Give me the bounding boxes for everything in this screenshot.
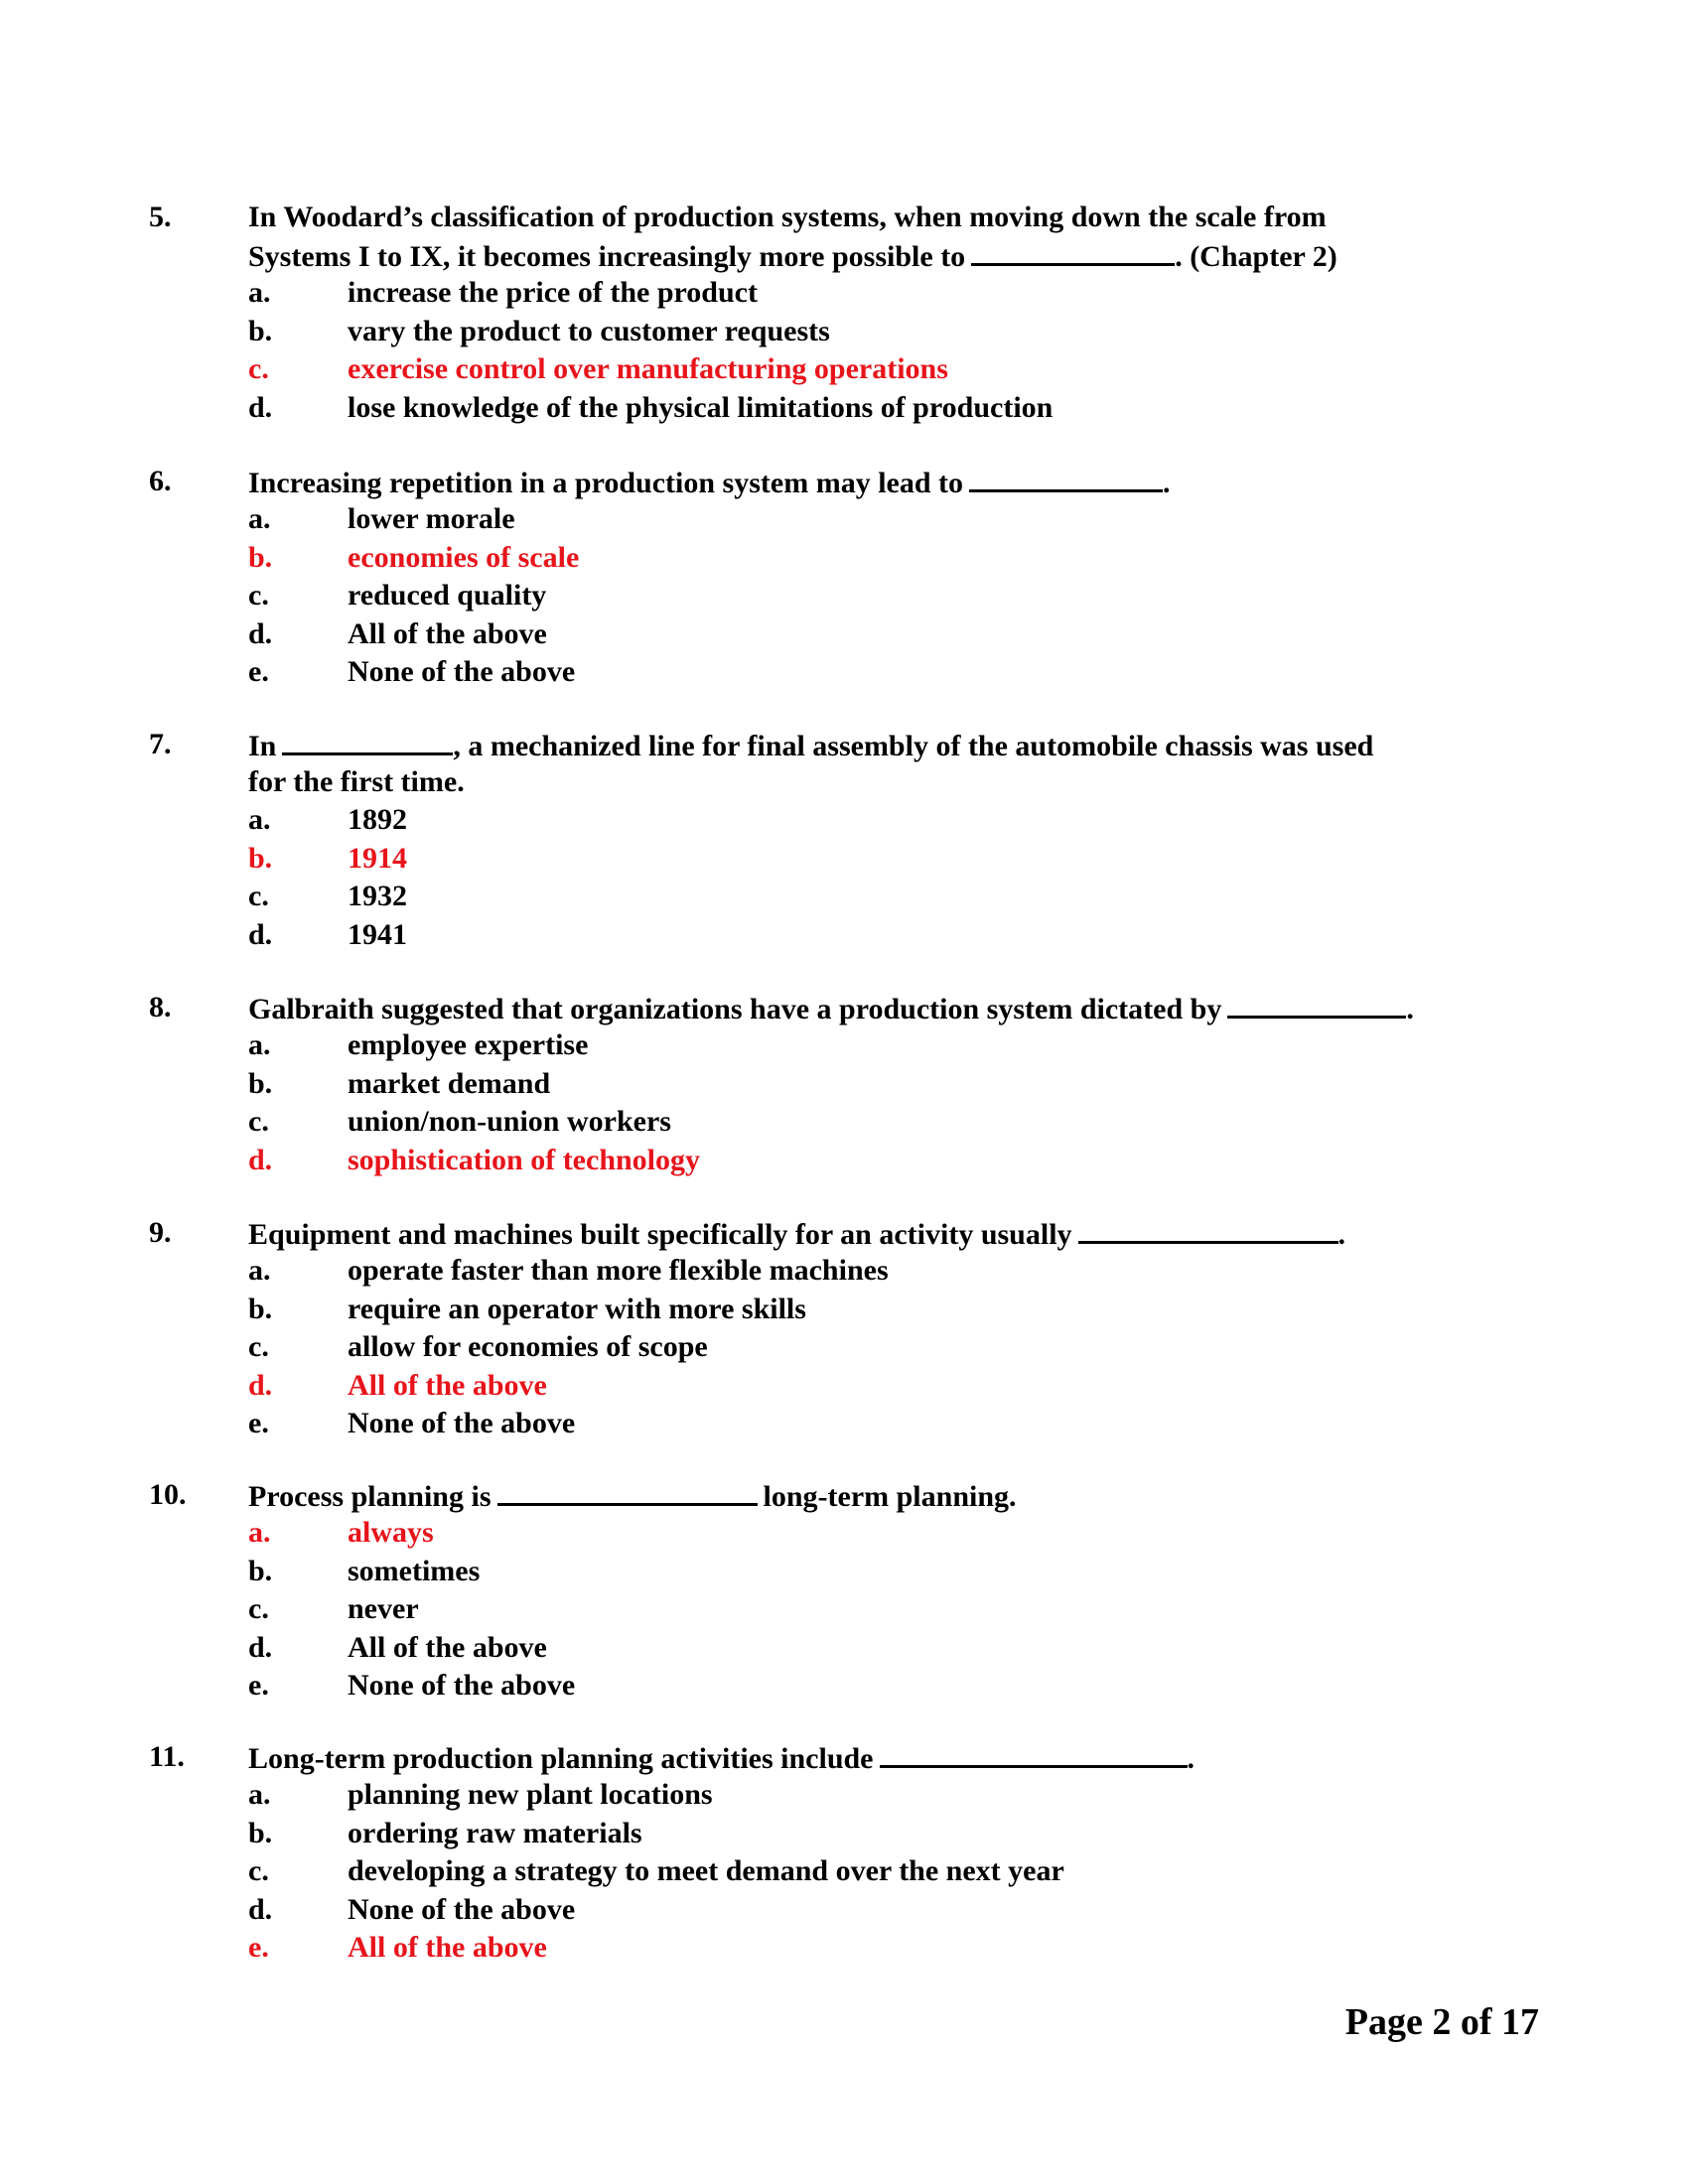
option-b: b. ordering raw materials <box>248 1816 642 1849</box>
option-b-correct-answer: b. 1914 <box>248 841 407 875</box>
option-c: c. never <box>248 1592 419 1625</box>
question-number: 7. <box>149 728 172 760</box>
option-d-correct-answer: d. sophistication of technology <box>248 1143 701 1176</box>
question-number: 11. <box>149 1740 185 1773</box>
option-a: a. 1892 <box>248 803 407 836</box>
option-a: a. increase the price of the product <box>248 276 758 309</box>
option-b: b. market demand <box>248 1066 551 1100</box>
option-b-correct-answer: b. economies of scale <box>248 540 580 574</box>
option-b: b. sometimes <box>248 1554 481 1587</box>
question-text: Long-term production planning activities include . <box>248 1738 1195 1778</box>
option-c: c. allow for economies of scope <box>248 1330 708 1363</box>
answer-blank <box>971 236 1175 266</box>
question-text: Equipment and machines built specifically for an activity usually . <box>248 1214 1345 1254</box>
question-text: In Woodard’s classification of production systems, when moving down the scale from <box>248 201 1327 233</box>
question-stem-line <box>149 1738 1539 1776</box>
page-number: Page 2 of 17 <box>1344 2001 1539 2043</box>
option-e: e. None of the above <box>248 655 576 688</box>
answer-blank <box>1227 989 1406 1019</box>
option-a: a. lower morale <box>248 502 515 535</box>
answer-blank <box>880 1738 1188 1768</box>
question-stem-line <box>149 1214 1539 1252</box>
option-c: c. union/non-union workers <box>248 1105 671 1138</box>
option-b: b. require an operator with more skills <box>248 1292 806 1325</box>
question-stem-line <box>149 989 1539 1026</box>
option-c: c. developing a strategy to meet demand over the next year <box>248 1854 1064 1887</box>
option-d-correct-answer: d. All of the above <box>248 1368 547 1402</box>
question-text: Process planning is long-term planning. <box>248 1476 1017 1516</box>
question-number: 6. <box>149 465 172 497</box>
option-a: a. employee expertise <box>248 1028 589 1061</box>
question-stem-line <box>149 199 1539 236</box>
option-c: c. reduced quality <box>248 579 547 612</box>
option-b: b. vary the product to customer requests <box>248 314 830 347</box>
question-text-continued: Systems I to IX, it becomes increasingly more possible to . (Chapter 2) <box>248 236 1337 276</box>
question-number: 5. <box>149 201 172 233</box>
question-10 <box>149 1476 1539 1706</box>
option-c: c. 1932 <box>248 880 407 912</box>
question-text-continued: for the first time. <box>248 765 465 798</box>
option-a: a. operate faster than more flexible machines <box>248 1254 889 1287</box>
question-stem-line <box>149 726 1539 763</box>
answer-blank <box>969 463 1163 492</box>
question-text: In , a mechanized line for final assembly of the automobile chassis was used <box>248 726 1373 765</box>
answer-blank <box>1078 1214 1338 1244</box>
option-a-correct-answer: a. always <box>248 1516 434 1549</box>
option-d: d. None of the above <box>248 1892 576 1926</box>
question-5 <box>149 199 1539 427</box>
question-stem-line <box>149 763 1539 801</box>
question-7 <box>149 726 1539 954</box>
question-number: 8. <box>149 991 172 1024</box>
option-e: e. None of the above <box>248 1669 576 1702</box>
question-stem-line <box>149 236 1539 274</box>
answer-blank <box>497 1476 758 1506</box>
option-d: d. All of the above <box>248 616 547 650</box>
question-8 <box>149 989 1539 1179</box>
option-e: e. None of the above <box>248 1407 576 1439</box>
question-number: 9. <box>149 1216 172 1249</box>
question-9 <box>149 1214 1539 1443</box>
question-11 <box>149 1738 1539 1968</box>
question-6 <box>149 463 1539 692</box>
question-text: Increasing repetition in a production system may lead to . <box>248 463 1171 502</box>
option-d: d. 1941 <box>248 917 407 951</box>
option-a: a. planning new plant locations <box>248 1778 713 1811</box>
option-e-correct-answer: e. All of the above <box>248 1931 547 1964</box>
option-d: d. All of the above <box>248 1630 547 1664</box>
question-stem-line <box>149 1476 1539 1514</box>
option-d: d. lose knowledge of the physical limitations of production <box>248 390 1054 424</box>
question-number: 10. <box>149 1478 187 1511</box>
option-c-correct-answer: c. exercise control over manufacturing operations <box>248 352 948 385</box>
answer-blank <box>282 726 453 755</box>
question-text: Galbraith suggested that organizations have a production system dictated by . <box>248 989 1414 1028</box>
question-stem-line <box>149 463 1539 500</box>
